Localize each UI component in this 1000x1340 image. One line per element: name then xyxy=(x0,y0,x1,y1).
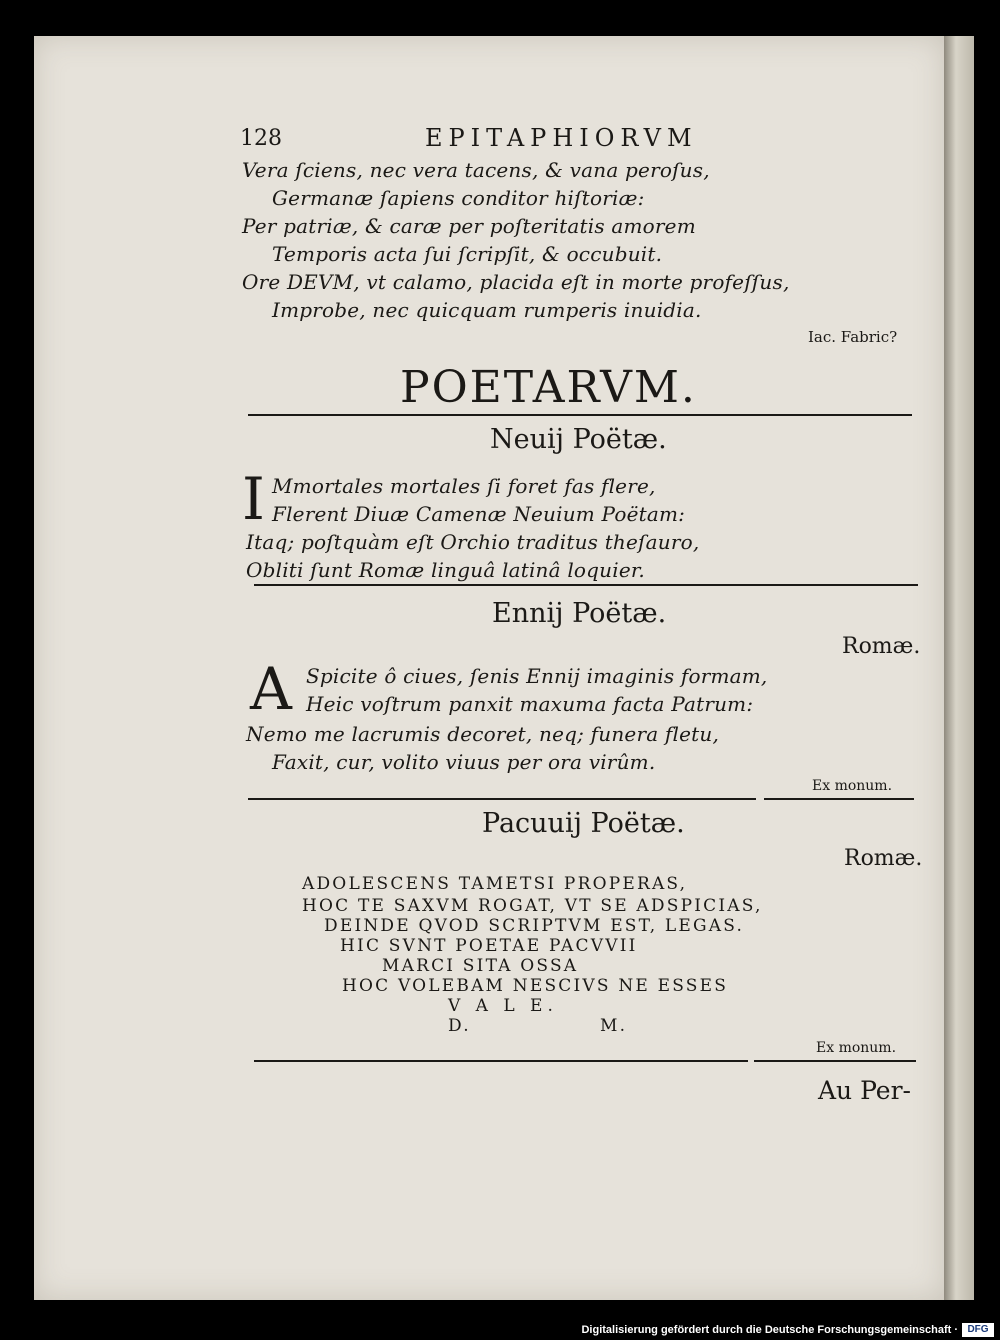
ennius-rule-left xyxy=(248,798,756,800)
catchword: Au Per- xyxy=(818,1076,911,1105)
pacuvius-source: Ex monum. xyxy=(816,1040,897,1056)
neuius-line-4: Obliti ſunt Romæ linguâ latinâ loquier. xyxy=(246,558,645,582)
ennius-line-1: Spicite ô ciues, ſenis Ennij imaginis formam, xyxy=(306,664,768,688)
neuius-line-3: Itaq; poſtquàm eſt Orchio traditus theſauro, xyxy=(246,530,700,554)
top-poem-line-1: Vera ſciens, nec vera tacens, & vana peroſus, xyxy=(242,158,710,182)
top-poem-line-2: Germanæ ſapiens conditor hiſtoriæ: xyxy=(272,186,645,210)
neuius-heading: Neuij Poëtæ. xyxy=(490,424,667,455)
inscription-line-1: ADOLESCENS TAMETSI PROPERAS, xyxy=(302,874,688,894)
page-edge xyxy=(944,36,974,1300)
inscription-line-6: HOC VOLEBAM NESCIVS NE ESSES xyxy=(342,976,729,996)
page-number: 128 xyxy=(240,126,282,151)
digitization-credit: Digitalisierung gefördert durch die Deutsche Forschungsgemeinschaft · xyxy=(0,1320,1000,1340)
pacuvius-rule-right xyxy=(754,1060,916,1062)
pacuvius-heading: Pacuuij Poëtæ. xyxy=(482,808,685,839)
ennius-heading: Ennij Poëtæ. xyxy=(492,598,667,629)
inscription-line-2: HOC TE SAXVM ROGAT, VT SE ADSPICIAS, xyxy=(302,896,763,916)
neuius-line-1: Mmortales mortales ſi foret fas flere, xyxy=(272,474,656,498)
top-attribution: Iac. Fabric? xyxy=(808,328,898,346)
top-poem-line-4: Temporis acta ſui ſcripſit, & occubuit. xyxy=(272,242,663,266)
top-poem-line-6: Improbe, nec quicquam rumperis inuidia. xyxy=(272,298,702,322)
ennius-line-4: Faxit, cur, volito viuus per ora virûm. xyxy=(272,750,656,774)
ennius-line-3: Nemo me lacrumis decoret, neq; funera fletu, xyxy=(246,722,719,746)
neuius-rule xyxy=(254,584,918,586)
ennius-drop-cap: A xyxy=(250,655,292,723)
section-rule xyxy=(248,414,912,416)
ennius-line-2: Heic voſtrum panxit maxuma facta Patrum: xyxy=(306,692,754,716)
inscription-line-3: DEINDE QVOD SCRIPTVM EST, LEGAS. xyxy=(324,916,745,936)
inscription-line-9: M. xyxy=(600,1016,628,1036)
top-poem-line-3: Per patriæ, & caræ per poſteritatis amorem xyxy=(242,214,696,238)
dfg-logo-icon: DFG xyxy=(962,1323,994,1337)
running-title: EPITAPHIORVM xyxy=(425,124,698,152)
neuius-drop-cap: I xyxy=(242,465,265,533)
inscription-line-4: HIC SVNT POETAE PACVVII xyxy=(340,936,638,956)
ennius-rule-right xyxy=(764,798,914,800)
top-poem-line-5: Ore DEVM, vt calamo, placida eſt in morte profeſſus, xyxy=(242,270,790,294)
inscription-line-5: MARCI SITA OSSA xyxy=(382,956,579,976)
section-title: POETARVM. xyxy=(400,362,697,413)
inscription-line-8: D. xyxy=(448,1016,471,1036)
pacuvius-rule-left xyxy=(254,1060,748,1062)
inscription-line-7: V A L E. xyxy=(448,996,558,1016)
ennius-source: Ex monum. xyxy=(812,778,893,794)
ennius-location: Romæ. xyxy=(842,634,921,659)
pacuvius-location: Romæ. xyxy=(844,846,923,871)
neuius-line-2: Flerent Diuæ Camenæ Neuium Poëtam: xyxy=(272,502,686,526)
